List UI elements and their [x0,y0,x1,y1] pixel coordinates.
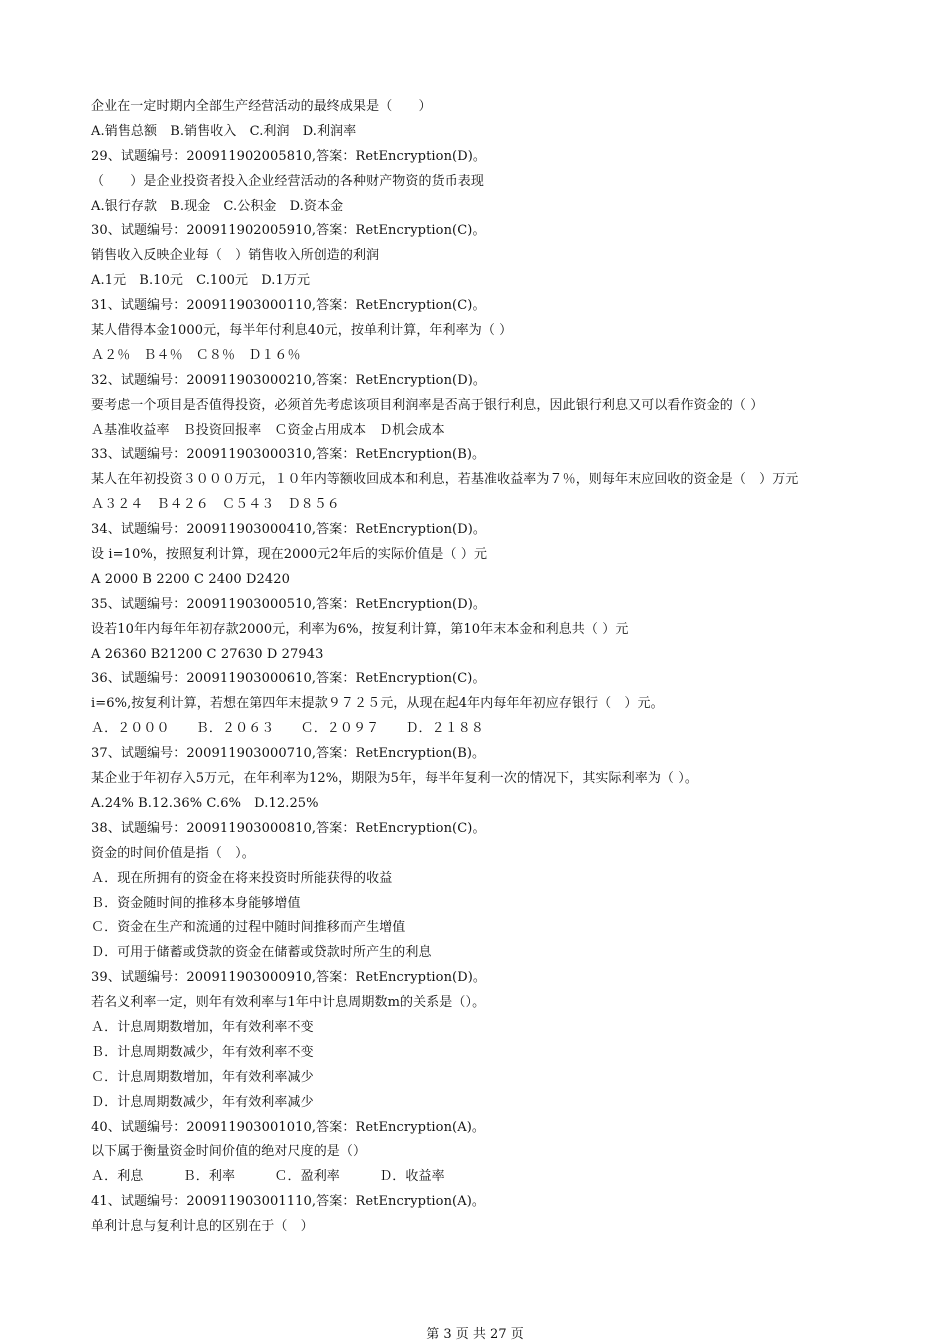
text-line: 34、试题编号：200911903000410,答案：RetEncryption(D)。 [91,522,487,538]
text-line: 41、试题编号：200911903001110,答案：RetEncryption(A)。 [91,1194,485,1210]
text-line: A.1元 B.10元 C.100元 D.1万元 [91,273,311,289]
text-line: 设若10年内每年年初存款2000元，利率为6%，按复利计算，第10年末本金和利息共（ ）元 [91,621,629,637]
text-line: Ａ３２４ Ｂ４２６ Ｃ５４３ Ｄ８５６ [91,497,340,513]
text-line: 资金的时间价值是指（ ）。 [91,845,255,861]
text-line: 33、试题编号：200911903000310,答案：RetEncryption(B)。 [91,447,486,463]
text-line: A.24% B.12.36% C.6% D.12.25% [91,795,319,811]
text-line: Ｂ．资金随时间的推移本身能够增值 [91,895,301,911]
text-line: 某人借得本金1000元，每半年付利息40元，按单利计算，年利率为（ ） [91,323,513,339]
text-line: Ａ基准收益率 Ｂ投资回报率 Ｃ资金占用成本 Ｄ机会成本 [91,422,445,438]
text-line: 销售收入反映企业每（ ）销售收入所创造的利润 [91,248,380,264]
text-line: 29、试题编号：200911902005810,答案：RetEncryption(D)。 [91,148,487,164]
text-line: 36、试题编号：200911903000610,答案：RetEncryption(C)。 [91,671,486,687]
text-line: 30、试题编号：200911902005910,答案：RetEncryption(C)。 [91,223,486,239]
text-line: Ｃ．计息周期数增加，年有效利率减少 [91,1069,314,1085]
text-line: A 2000 B 2200 C 2400 D2420 [91,571,291,587]
text-line: 32、试题编号：200911903000210,答案：RetEncryption(D)。 [91,372,487,388]
text-line: Ａ．利息 Ｂ．利率 Ｃ．盈利率 Ｄ．收益率 [91,1169,445,1185]
text-line: 某企业于年初存入5万元，在年利率为12%，期限为5年，每半年复利一次的情况下，其实际利率为（ ）。 [91,771,698,787]
text-line: 设 i=10%，按照复利计算，现在2000元2年后的实际价值是（ ）元 [91,547,488,563]
text-line: A.银行存款 B.现金 C.公积金 D.资本金 [91,198,344,214]
text-line: 以下属于衡量资金时间价值的绝对尺度的是（） [91,1144,367,1160]
text-line: 40、试题编号：200911903001010,答案：RetEncryption(A)。 [91,1119,485,1135]
text-line: A 26360 B21200 C 27630 D 27943 [91,646,324,662]
text-line: 单利计息与复利计息的区别在于（ ） [91,1219,314,1235]
text-line: 31、试题编号：200911903000110,答案：RetEncryption(C)。 [91,298,486,314]
text-line: （ ）是企业投资者投入企业经营活动的各种财产物资的货币表现 [91,173,485,189]
text-line: Ｂ．计息周期数减少，年有效利率不变 [91,1044,314,1060]
text-line: 37、试题编号：200911903000710,答案：RetEncryption(B)。 [91,746,486,762]
question-text-body [91,95,891,1240]
page-footer: 第 3 页 共 27 页 [426,1327,524,1342]
text-line: 要考虑一个项目是否值得投资，必须首先考虑该项目利润率是否高于银行利息，因此银行利息又可以看作资金的（ ） [91,397,764,413]
text-line: i=6%,按复利计算，若想在第四年末提款９７２５元，从现在起4年内每年年初应存银行（ ）元。 [91,696,664,712]
text-line: 39、试题编号：200911903000910,答案：RetEncryption(D)。 [91,970,487,986]
text-line: 35、试题编号：200911903000510,答案：RetEncryption(D)。 [91,596,487,612]
text-line: Ｃ．资金在生产和流通的过程中随时间推移而产生增值 [91,920,406,936]
text-line: 企业在一定时期内全部生产经营活动的最终成果是（ ） [91,99,432,114]
text-line: Ａ２％ Ｂ４％ Ｃ８％ Ｄ１６％ [91,347,301,363]
text-line: Ａ．计息周期数增加，年有效利率不变 [91,1019,314,1035]
text-line: 某人在年初投资３０００万元，１０年内等额收回成本和利息，若基准收益率为７％，则每年末应回收的资金是（ ）万元 [91,472,799,488]
text-line: Ａ．２０００ Ｂ．２０６３ Ｃ．２０９７ Ｄ．２１８８ [91,721,485,737]
text-line: 38、试题编号：200911903000810,答案：RetEncryption(C)。 [91,820,486,836]
text-line: Ｄ．可用于储蓄或贷款的资金在储蓄或贷款时所产生的利息 [91,945,432,961]
text-line: Ｄ．计息周期数减少，年有效利率减少 [91,1094,314,1110]
text-line: A.销售总额 B.销售收入 C.利润 D.利润率 [91,123,357,139]
text-line: Ａ．现在所拥有的资金在将来投资时所能获得的收益 [91,870,393,886]
text-line: 若名义利率一定，则年有效利率与1年中计息周期数m的关系是（）。 [91,995,486,1011]
